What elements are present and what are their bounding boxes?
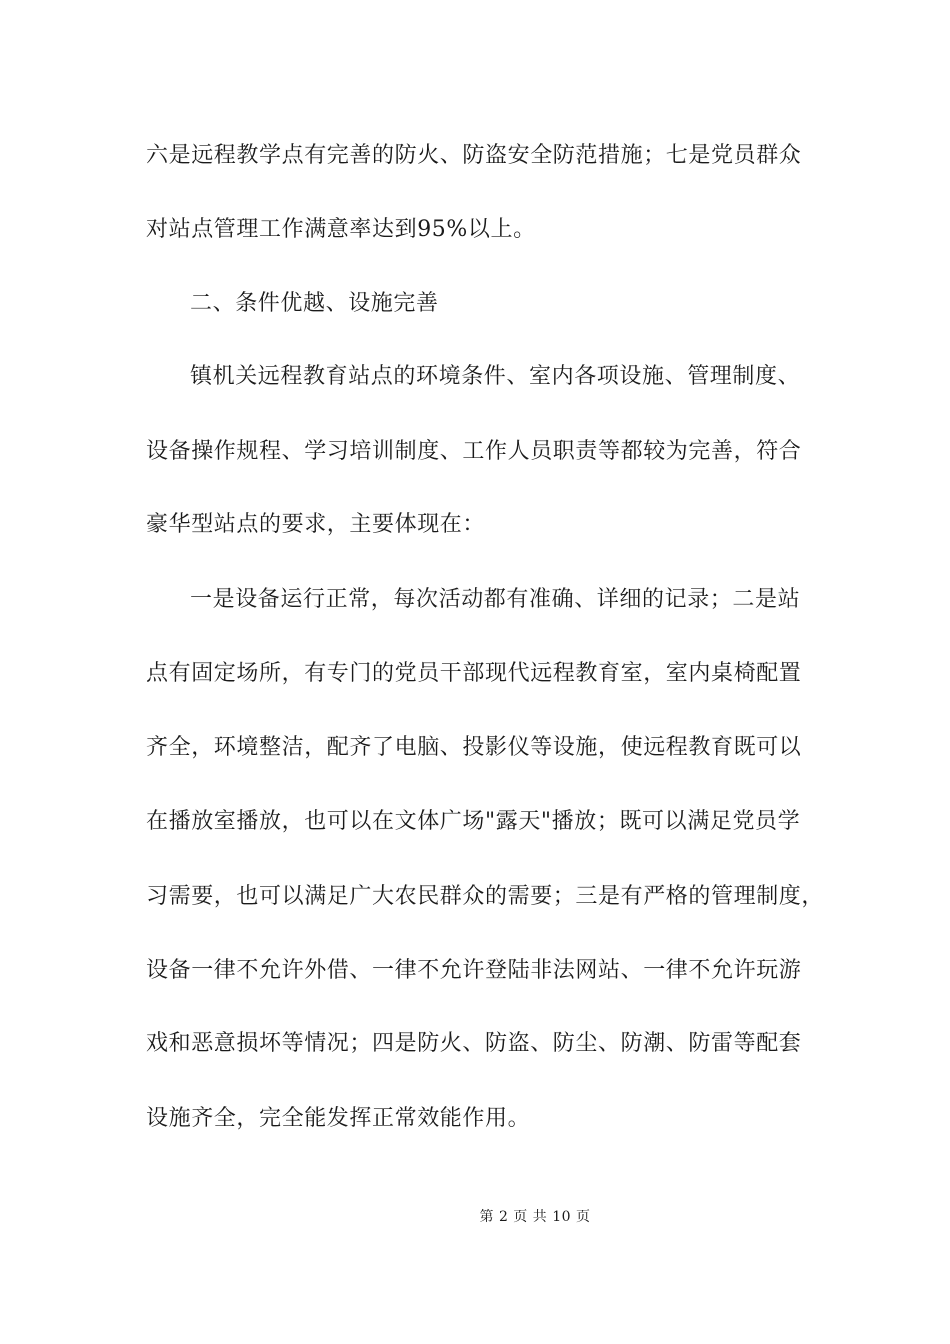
text-line: 点有固定场所，有专门的党员干部现代远程教育室，室内桌椅配置 — [146, 661, 802, 686]
text-line: 六是远程教学点有完善的防火、防盗安全防范措施；七是党员群众 — [146, 143, 802, 168]
page-number: 第 2 页 共 10 页 — [479, 1209, 591, 1225]
text-line: 习需要，也可以满足广大农民群众的需要；三是有严格的管理制度， — [146, 884, 825, 909]
text-line: 戏和恶意损坏等情况；四是防火、防盗、防尘、防潮、防雷等配套 — [146, 1031, 802, 1056]
text-line: 设施齐全，完全能发挥正常效能作用。 — [146, 1106, 531, 1131]
text-line: 设备操作规程、学习培训制度、工作人员职责等都较为完善，符合 — [146, 439, 802, 464]
section-heading: 二、条件优越、设施完善 — [190, 291, 439, 316]
text-line: 豪华型站点的要求，主要体现在： — [146, 512, 486, 537]
text-line: 一是设备运行正常，每次活动都有准确、详细的记录；二是站 — [190, 587, 801, 612]
text-line: 在播放室播放，也可以在文体广场"露天"播放；既可以满足党员学 — [146, 809, 801, 834]
text-line: 齐全，环境整洁，配齐了电脑、投影仪等设施，使远程教育既可以 — [146, 735, 802, 760]
text-line: 对站点管理工作满意率达到95%以上。 — [146, 217, 536, 242]
text-line: 设备一律不允许外借、一律不允许登陆非法网站、一律不允许玩游 — [146, 958, 802, 983]
text-line: 镇机关远程教育站点的环境条件、室内各项设施、管理制度、 — [190, 364, 801, 389]
